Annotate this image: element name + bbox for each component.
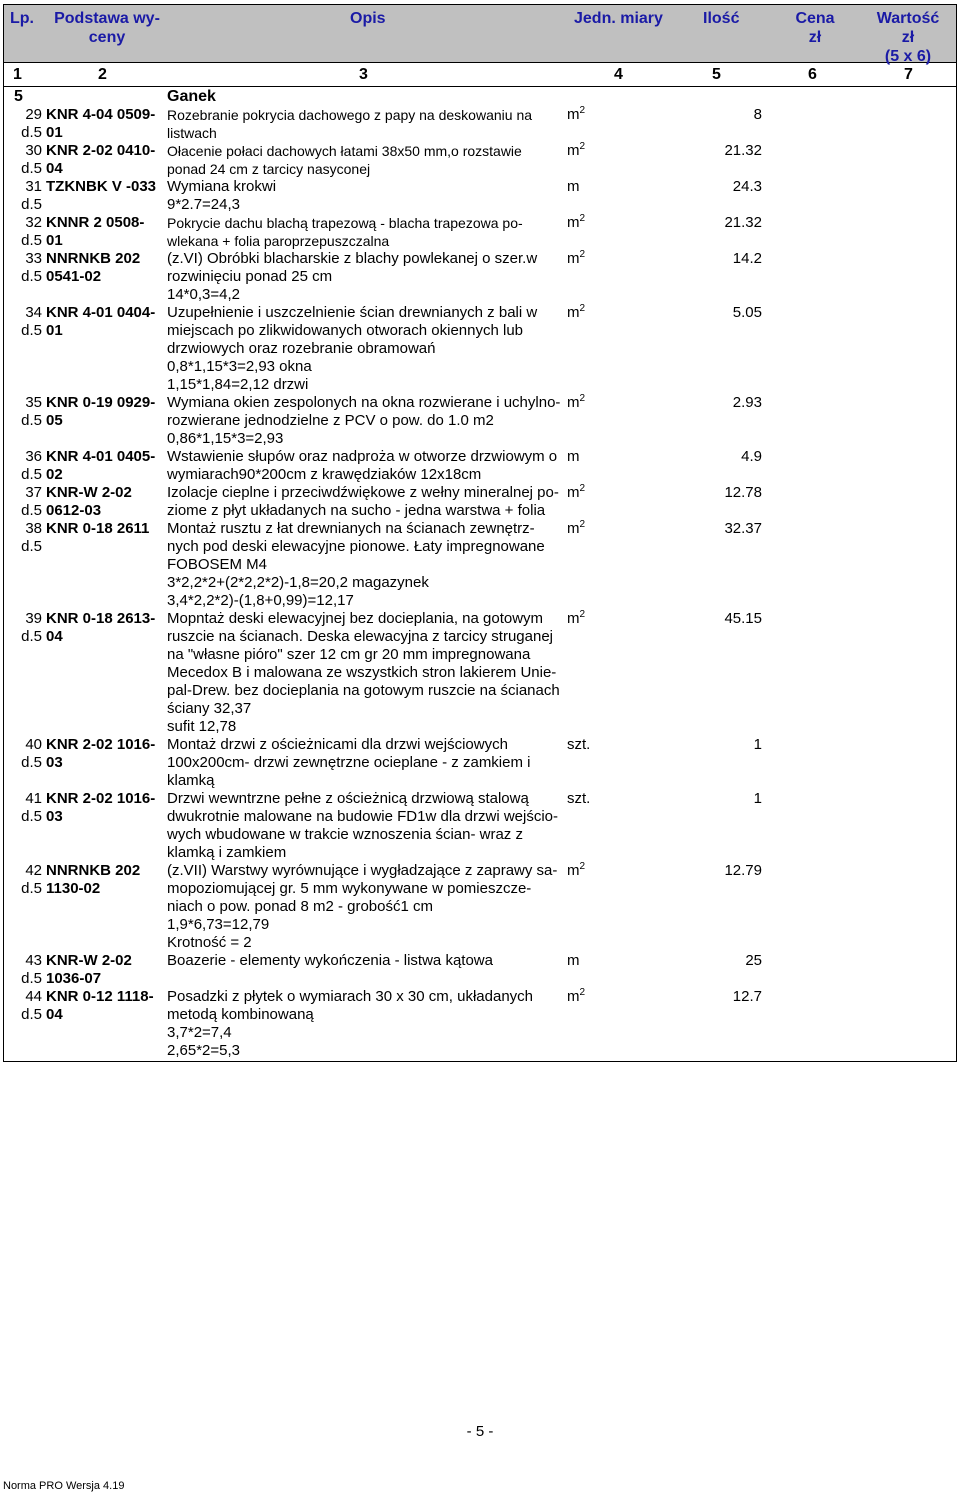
row-description-line: Krotność = 2 [167, 934, 252, 951]
row-description-line: Posadzki z płytek o wymiarach 30 x 30 cm, układanych [167, 988, 533, 1005]
footer-version: Norma PRO Wersja 4.19 [3, 1480, 125, 1492]
row-lp-line: 34 [25, 304, 42, 321]
header-wartosc-line2: zł [901, 29, 915, 46]
row-base-line: TZKNBK V -033 [46, 178, 157, 195]
row-unit [567, 250, 585, 268]
column-number: 4 [614, 66, 623, 83]
row-description-line: klamką i zamkiem [167, 844, 287, 861]
row-lp-line: d.5 [21, 466, 42, 483]
row-base-line: KNR 4-04 0509- [46, 106, 156, 123]
row-base [46, 214, 164, 250]
row-base [46, 790, 164, 826]
row-quantity: 32.37 [724, 520, 762, 537]
column-numbers [3, 63, 957, 87]
row-unit-base: m [567, 520, 580, 537]
row-unit-exponent: 2 [579, 213, 586, 224]
row-base-line: 01 [46, 124, 63, 141]
row-lp [6, 862, 42, 898]
row-unit-base: m [567, 988, 580, 1005]
row-unit-exponent: 2 [579, 861, 586, 872]
row-description-line: Wymiana krokwi [167, 178, 277, 195]
row-base [46, 394, 164, 430]
row-description [167, 520, 565, 610]
header-ilosc: Ilość [703, 10, 740, 27]
row-base-line: KNR-W 2-02 [46, 484, 132, 501]
section-number: 5 [14, 88, 23, 105]
row-unit-exponent: 2 [579, 519, 586, 530]
row-lp [6, 142, 42, 178]
row-quantity: 12.7 [732, 988, 762, 1005]
section-title: Ganek [167, 88, 216, 105]
row-base-line: 01 [46, 322, 63, 339]
header-podstawa-line2: ceny [88, 29, 126, 46]
row-description-line: dwukrotnie malowane na budowie FD1w dla drzwi wejścio- [167, 808, 559, 825]
row-lp-line: 37 [25, 484, 42, 501]
row-unit-base: m [567, 106, 580, 123]
row-lp-line: d.5 [21, 970, 42, 987]
row-description [167, 988, 565, 1060]
column-number: 6 [808, 66, 817, 83]
row-description-line: listwach [167, 125, 217, 141]
row-lp-line: d.5 [21, 196, 42, 213]
row-description-line: Ołacenie połaci dachowych łatami 38x50 mm,o rozstawie [167, 143, 522, 159]
row-base [46, 484, 164, 520]
row-base-line: KNR 0-18 2613- [46, 610, 156, 627]
row-description [167, 862, 565, 952]
row-description-line: drzwiowych oraz rozebranie obramowań [167, 340, 436, 357]
row-lp-line: 42 [25, 862, 42, 879]
row-unit [567, 520, 585, 538]
row-lp [6, 790, 42, 826]
row-description-line: 3,7*2=7,4 [167, 1024, 232, 1041]
row-lp-line: d.5 [21, 232, 42, 249]
row-description [167, 106, 565, 142]
row-unit-base: m [567, 250, 580, 267]
row-unit-base: m [567, 862, 580, 879]
row-quantity: 25 [745, 952, 762, 969]
row-base-line: KNR 2-02 0410- [46, 142, 156, 159]
row-description-line: Pokrycie dachu blachą trapezową - blacha trapezowa po- [167, 215, 523, 231]
row-base-line: 01 [46, 232, 63, 249]
row-base-line: KNR 0-12 1118- [46, 988, 154, 1005]
row-description-line: 100x200cm- drzwi zewnętrzne ocieplane - z zamkiem i [167, 754, 531, 771]
row-lp [6, 214, 42, 250]
header-cena-line2: zł [808, 29, 822, 46]
row-quantity: 8 [753, 106, 762, 123]
column-number: 1 [13, 66, 22, 83]
row-lp-line: d.5 [21, 880, 42, 897]
header-opis: Opis [350, 10, 386, 27]
row-description-line: miejscach po zlikwidowanych otworach okiennych lub [167, 322, 524, 339]
row-lp [6, 448, 42, 484]
row-lp [6, 250, 42, 286]
row-quantity: 21.32 [724, 142, 762, 159]
row-description [167, 250, 565, 304]
row-description [167, 736, 565, 790]
row-unit [567, 304, 585, 322]
header-cena-line1: Cena [795, 10, 835, 27]
row-lp [6, 988, 42, 1024]
row-unit [567, 610, 585, 628]
row-description-line: 1,15*1,84=2,12 drzwi [167, 376, 309, 393]
row-description-line: pal-Drew. bez docieplania na gotowym ruszcie na ścianach [167, 682, 560, 699]
row-lp-line: 41 [25, 790, 42, 807]
row-lp-line: 43 [25, 952, 42, 969]
row-lp [6, 178, 42, 214]
row-lp [6, 304, 42, 340]
header-wartosc-line1: Wartość [876, 10, 940, 27]
row-base-line: NNRNKB 202 [46, 862, 141, 879]
row-description-line: Montaż rusztu z łat drewnianych na ścianach zewnętrz- [167, 520, 535, 537]
row-base-line: 02 [46, 466, 63, 483]
row-description-line: Drzwi wewntrzne pełne z ościeżnicą drzwiową stalową [167, 790, 529, 807]
row-unit [567, 448, 580, 466]
row-description-line: wlekana + folia paroprzepuszczalna [167, 233, 390, 249]
row-unit-base: szt. [567, 790, 591, 807]
row-base [46, 106, 164, 142]
row-unit [567, 862, 585, 880]
row-base-line: 03 [46, 754, 63, 771]
row-base [46, 862, 164, 898]
table-header [3, 4, 957, 63]
row-description-line: 14*0,3=4,2 [167, 286, 240, 303]
row-unit-base: m [567, 214, 580, 231]
row-base-line: KNR 4-01 0404- [46, 304, 156, 321]
row-lp-line: d.5 [21, 322, 42, 339]
row-base-line: KNNR 2 0508- [46, 214, 145, 231]
row-unit-exponent: 2 [579, 249, 586, 260]
row-lp [6, 484, 42, 520]
row-quantity: 14.2 [732, 250, 762, 267]
row-unit-exponent: 2 [579, 105, 586, 116]
row-description-line: nych pod deski elewacyjne pionowe. Łaty impregnowane [167, 538, 545, 555]
row-unit [567, 178, 580, 196]
row-base-line: 04 [46, 1006, 63, 1023]
row-description-line: 9*2.7=24,3 [167, 196, 240, 213]
row-base-line: KNR 2-02 1016- [46, 790, 156, 807]
row-base-line [46, 538, 164, 556]
row-lp-line: d.5 [21, 268, 42, 285]
row-base-line: 1130-02 [46, 880, 101, 897]
row-description-line: Wymiana okien zespolonych na okna rozwierane i uchylno- [167, 394, 561, 411]
row-description [167, 790, 565, 862]
row-description-line: rozwierane jednodzielne z PCV o pow. do 1.0 m2 [167, 412, 494, 429]
row-quantity: 21.32 [724, 214, 762, 231]
page-number: - 5 - [466, 1423, 494, 1440]
row-base [46, 250, 164, 286]
row-lp-line: 40 [25, 736, 42, 753]
row-base-line: 0541-02 [46, 268, 102, 285]
row-unit [567, 790, 590, 808]
row-description-line: ponad 24 cm z tarcicy nasyconej [167, 161, 371, 177]
row-unit [567, 484, 585, 502]
column-number: 7 [904, 66, 913, 83]
row-base-line: 04 [46, 160, 63, 177]
row-unit [567, 736, 590, 754]
row-unit-base: m [567, 142, 580, 159]
row-base-line: 1036-07 [46, 970, 102, 987]
row-description [167, 952, 565, 970]
row-description [167, 484, 565, 520]
row-base [46, 304, 164, 340]
row-unit [567, 214, 585, 232]
row-lp-line: d.5 [21, 412, 42, 429]
row-quantity: 45.15 [724, 610, 762, 627]
row-description-line: rozwinięciu ponad 25 cm [167, 268, 333, 285]
row-unit-exponent: 2 [579, 393, 586, 404]
row-description-line: Uzupełnienie i uszczelnienie ścian drewnianych z bali w [167, 304, 538, 321]
row-description-line: ruszcie na ścianach. Deska elewacyjna z tarcicy struganej [167, 628, 554, 645]
column-number: 3 [359, 66, 368, 83]
header-wartosc [872, 9, 944, 66]
row-unit [567, 988, 585, 1006]
row-lp-line: d.5 [21, 124, 42, 141]
row-base-line: KNR 2-02 1016- [46, 736, 156, 753]
row-base-line: KNR-W 2-02 [46, 952, 132, 969]
row-lp-line: 38 [25, 520, 42, 537]
row-description-line: Montaż drzwi z ościeżnicami dla drzwi wejściowych [167, 736, 508, 753]
row-unit [567, 106, 585, 124]
row-base-line: 03 [46, 808, 63, 825]
row-description-line: sufit 12,78 [167, 718, 237, 735]
row-base-line: KNR 0-19 0929- [46, 394, 156, 411]
row-description [167, 610, 565, 736]
row-unit-base: m [567, 610, 580, 627]
row-unit-exponent: 2 [579, 141, 586, 152]
row-description-line: wymiarach90*200cm z krawędziaków 12x18cm [167, 466, 482, 483]
row-lp-line: d.5 [21, 538, 42, 555]
column-number: 2 [98, 66, 107, 83]
row-lp [6, 520, 42, 556]
row-unit-base: szt. [567, 736, 591, 753]
row-description-line: 1,9*6,73=12,79 [167, 916, 270, 933]
row-unit-base: m [567, 952, 580, 969]
row-description-line: Boazerie - elementy wykończenia - listwa kątowa [167, 952, 493, 969]
row-base [46, 178, 164, 214]
row-base-line: 05 [46, 412, 63, 429]
row-lp-line: 32 [25, 214, 42, 231]
row-lp-line: d.5 [21, 808, 42, 825]
row-description [167, 448, 565, 484]
row-base-line: NNRNKB 202 [46, 250, 141, 267]
row-lp [6, 106, 42, 142]
row-unit-exponent: 2 [579, 609, 586, 620]
row-description [167, 214, 565, 250]
row-description-line: (z.VII) Warstwy wyrównujące i wygładzające z zaprawy sa- [167, 862, 558, 879]
row-quantity: 12.78 [724, 484, 762, 501]
row-description-line: klamką [167, 772, 215, 789]
table-body [3, 87, 957, 1062]
row-lp-line: 31 [25, 178, 42, 195]
row-description [167, 142, 565, 178]
row-lp [6, 610, 42, 646]
header-podstawa-line1: Podstawa wy- [54, 10, 160, 27]
row-lp-line: 39 [25, 610, 42, 627]
row-unit-base: m [567, 394, 580, 411]
row-description-line: Rozebranie pokrycia dachowego z papy na deskowaniu na [167, 107, 533, 123]
row-lp-line: d.5 [21, 628, 42, 645]
row-lp [6, 394, 42, 430]
row-description [167, 304, 565, 394]
row-description-line: FOBOSEM M4 [167, 556, 268, 573]
row-lp-line: d.5 [21, 502, 42, 519]
column-number: 5 [712, 66, 721, 83]
row-quantity: 4.9 [741, 448, 762, 465]
header-cena [790, 9, 840, 47]
row-lp-line: 36 [25, 448, 42, 465]
row-description-line: metodą kombinowaną [167, 1006, 314, 1023]
row-description-line: 0,8*1,15*3=2,93 okna [167, 358, 312, 375]
row-lp-line: 29 [25, 106, 42, 123]
row-description-line: Wstawienie słupów oraz nadproża w otworze drzwiowym o [167, 448, 558, 465]
row-lp [6, 736, 42, 772]
row-lp [6, 952, 42, 988]
row-base [46, 988, 164, 1024]
row-description-line: 3*2,2*2+(2*2,2*2)-1,8=20,2 magazynek [167, 574, 429, 591]
row-quantity: 24.3 [732, 178, 762, 195]
header-lp: Lp. [10, 10, 34, 27]
row-lp-line: d.5 [21, 1006, 42, 1023]
row-base-line: 0612-03 [46, 502, 102, 519]
row-quantity: 1 [753, 790, 762, 807]
row-description [167, 178, 565, 214]
row-lp-line: 44 [25, 988, 42, 1005]
row-unit-base: m [567, 484, 580, 501]
row-base [46, 520, 164, 556]
row-description-line: 2,65*2=5,3 [167, 1042, 240, 1059]
row-description-line: 0,86*1,15*3=2,93 [167, 430, 284, 447]
row-description-line: ściany 32,37 [167, 700, 252, 717]
row-description-line: Mopntaż deski elewacyjnej bez docieplania, na gotowym [167, 610, 544, 627]
row-description-line: Izolacje cieplne i przeciwdźwiękowe z wełny mineralnej po- [167, 484, 559, 501]
row-unit-base: m [567, 304, 580, 321]
header-jedn: Jedn. miary [574, 10, 663, 27]
row-base-line: KNR 4-01 0405- [46, 448, 156, 465]
row-unit-base: m [567, 448, 580, 465]
row-base-line: KNR 0-18 2611 [46, 520, 150, 537]
row-quantity: 1 [753, 736, 762, 753]
row-unit-exponent: 2 [579, 483, 586, 494]
row-lp-line: 35 [25, 394, 42, 411]
header-wartosc-line3: (5 x 6) [884, 48, 932, 65]
row-description-line: (z.VI) Obróbki blacharskie z blachy powlekanej o szer.w [167, 250, 538, 267]
row-description [167, 394, 565, 448]
row-quantity: 5.05 [732, 304, 762, 321]
row-quantity: 12.79 [724, 862, 762, 879]
row-description-line: na "własne pióro" szer 12 cm gr 20 mm impregnowana [167, 646, 531, 663]
row-description-line: ziome z płyt układanych na sucho - jedna warstwa + folia [167, 502, 546, 519]
row-unit [567, 394, 585, 412]
row-unit [567, 142, 585, 160]
row-description-line: Mecedox B i malowana ze wszystkich stron lakierem Unie- [167, 664, 557, 681]
row-base [46, 610, 164, 646]
row-base-line: 04 [46, 628, 63, 645]
row-base [46, 142, 164, 178]
row-description-line: niach o pow. ponad 8 m2 - grobość1 cm [167, 898, 433, 915]
row-base [46, 952, 164, 988]
row-base [46, 736, 164, 772]
row-quantity: 2.93 [732, 394, 762, 411]
row-unit [567, 952, 580, 970]
row-lp-line: 30 [25, 142, 42, 159]
row-description-line: mopoziomującej gr. 5 mm wykonywane w pomieszcze- [167, 880, 532, 897]
row-unit-exponent: 2 [579, 987, 586, 998]
row-lp-line: 33 [25, 250, 42, 267]
row-unit-exponent: 2 [579, 303, 586, 314]
header-podstawa [50, 9, 164, 47]
row-unit-base: m [567, 178, 580, 195]
row-base [46, 448, 164, 484]
row-lp-line: d.5 [21, 160, 42, 177]
row-lp-line: d.5 [21, 754, 42, 771]
row-description-line: 3,4*2,2*2)-(1,8+0,99)=12,17 [167, 592, 354, 609]
row-base-line [46, 196, 164, 214]
row-description-line: wych wbudowane w trakcie wznoszenia ścian- wraz z [167, 826, 523, 843]
